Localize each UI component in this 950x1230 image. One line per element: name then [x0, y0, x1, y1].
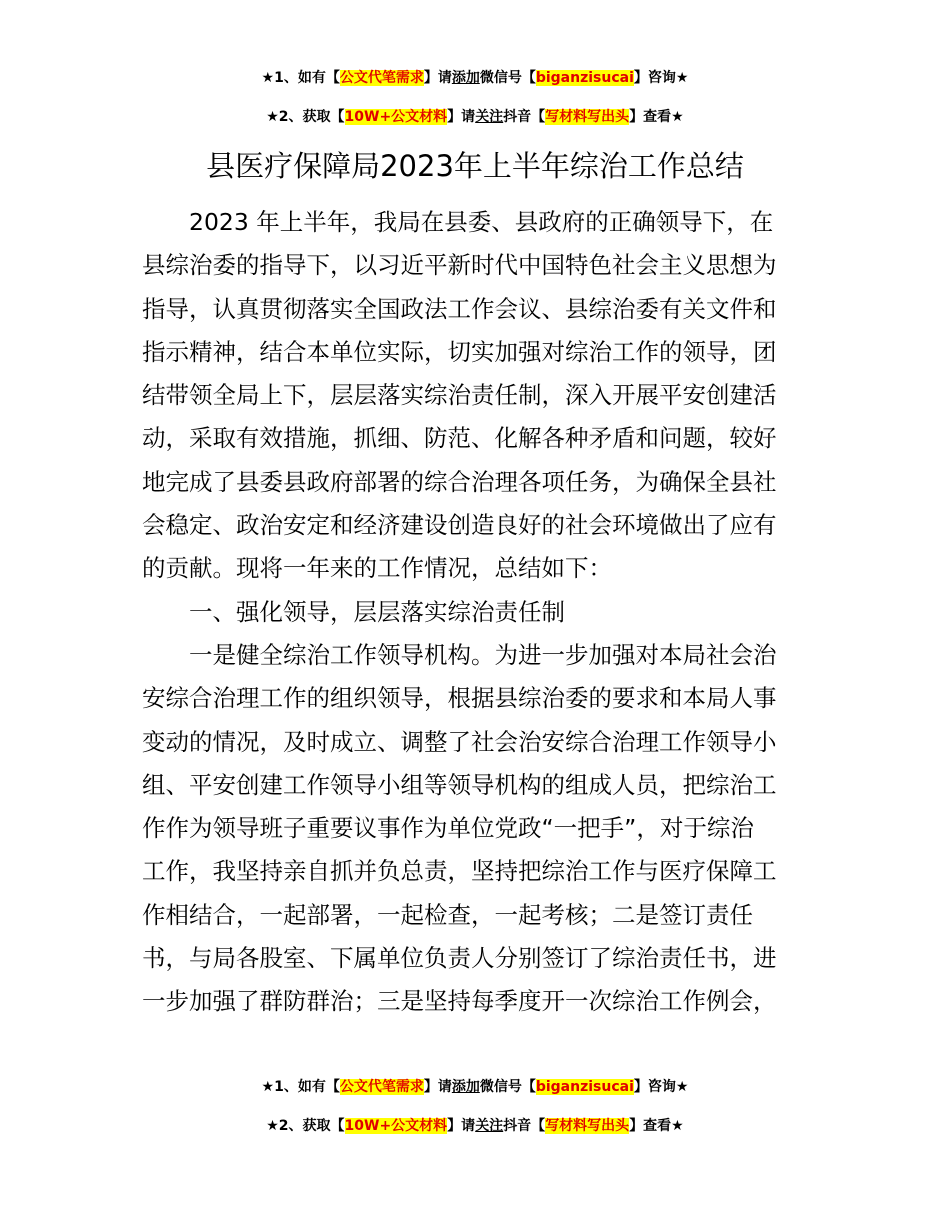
banner-text: 】咨询★	[633, 70, 689, 86]
underlined-text: 关注	[475, 109, 504, 125]
body-line: 一步加强了群防群治；三是坚持每季度开一次综治工作例会，	[142, 987, 777, 1016]
banner-text: ★1、如有【	[261, 1079, 340, 1095]
body-line: 变动的情况，及时成立、调整了社会治安综合治理工作领导小	[142, 727, 777, 756]
body-line: 动，采取有效措施，抓细、防范、化解各种矛盾和问题，较好	[142, 424, 777, 453]
banner-text: ★1、如有【	[261, 70, 340, 86]
banner-text: 】请	[423, 70, 452, 86]
header-banner-line-2	[0, 107, 950, 127]
highlight-text: 公文代笔需求	[339, 1079, 424, 1095]
underlined-text: 添加	[451, 1079, 480, 1095]
banner-text: 抖音【	[503, 1118, 546, 1134]
body-line: 作作为领导班子重要议事作为单位党政“一把手”，对于综治	[142, 814, 754, 843]
banner-text: 】查看★	[629, 1118, 684, 1134]
highlight-text: 写材料写出头	[545, 109, 630, 125]
body-line: 组、平安创建工作领导小组等领导机构的组成人员，把综治工	[142, 770, 777, 799]
banner-text: ★2、获取【	[266, 1118, 345, 1134]
banner-text: 】查看★	[629, 109, 684, 125]
body-line: 结带领全局上下，层层落实综治责任制，深入开展平安创建活	[142, 381, 777, 410]
body-line: 的贡献。现将一年来的工作情况，总结如下：	[142, 554, 612, 583]
banner-text: 】请	[447, 1118, 476, 1134]
body-line: 会稳定、政治安定和经济建设创造良好的社会环境做出了应有	[142, 511, 777, 540]
highlight-text: 10W+公文材料	[344, 109, 448, 125]
document-title: 县医疗保障局2023年上半年综治工作总结	[206, 149, 744, 183]
highlight-text: biganzisucai	[535, 1079, 634, 1095]
body-line: 县综治委的指导下，以习近平新时代中国特色社会主义思想为	[142, 251, 777, 280]
body-line: 2023 年上半年，我局在县委、县政府的正确领导下，在	[189, 208, 774, 236]
document-body	[142, 201, 812, 1024]
body-line: 书，与局各股室、下属单位负责人分别签订了综治责任书，进	[142, 944, 777, 973]
banner-text: ★2、获取【	[266, 109, 345, 125]
body-line: 指示精神，结合本单位实际，切实加强对综治工作的领导，团	[142, 337, 777, 366]
highlight-text: 公文代笔需求	[339, 70, 424, 86]
body-line: 一是健全综治工作领导机构。为进一步加强对本局社会治	[189, 640, 777, 669]
banner-text: 】咨询★	[633, 1079, 689, 1095]
body-line: 地完成了县委县政府部署的综合治理各项任务，为确保全县社	[142, 467, 777, 496]
body-line: 安综合治理工作的组织领导，根据县综治委的要求和本局人事	[142, 684, 777, 713]
highlight-text: 10W+公文材料	[344, 1118, 448, 1134]
body-line: 作相结合，一起部署，一起检查，一起考核；二是签订责任	[142, 900, 753, 929]
body-line: 工作，我坚持亲自抓并负总责，坚持把综治工作与医疗保障工	[142, 857, 777, 886]
underlined-text: 添加	[451, 70, 480, 86]
banner-text: 微信号【	[479, 70, 536, 86]
banner-text: 】请	[447, 109, 476, 125]
section-heading: 一、强化领导，层层落实综治责任制	[189, 597, 565, 626]
underlined-text: 关注	[475, 1118, 504, 1134]
banner-text: 抖音【	[503, 109, 546, 125]
body-line: 指导，认真贯彻落实全国政法工作会议、县综治委有关文件和	[142, 294, 777, 323]
banner-text: 】请	[423, 1079, 452, 1095]
footer-banner-line-2	[0, 1116, 950, 1136]
header-banner-line-1	[0, 68, 950, 88]
footer-banner-line-1	[0, 1077, 950, 1097]
highlight-text: biganzisucai	[535, 70, 634, 86]
banner-text: 微信号【	[479, 1079, 536, 1095]
highlight-text: 写材料写出头	[545, 1118, 630, 1134]
